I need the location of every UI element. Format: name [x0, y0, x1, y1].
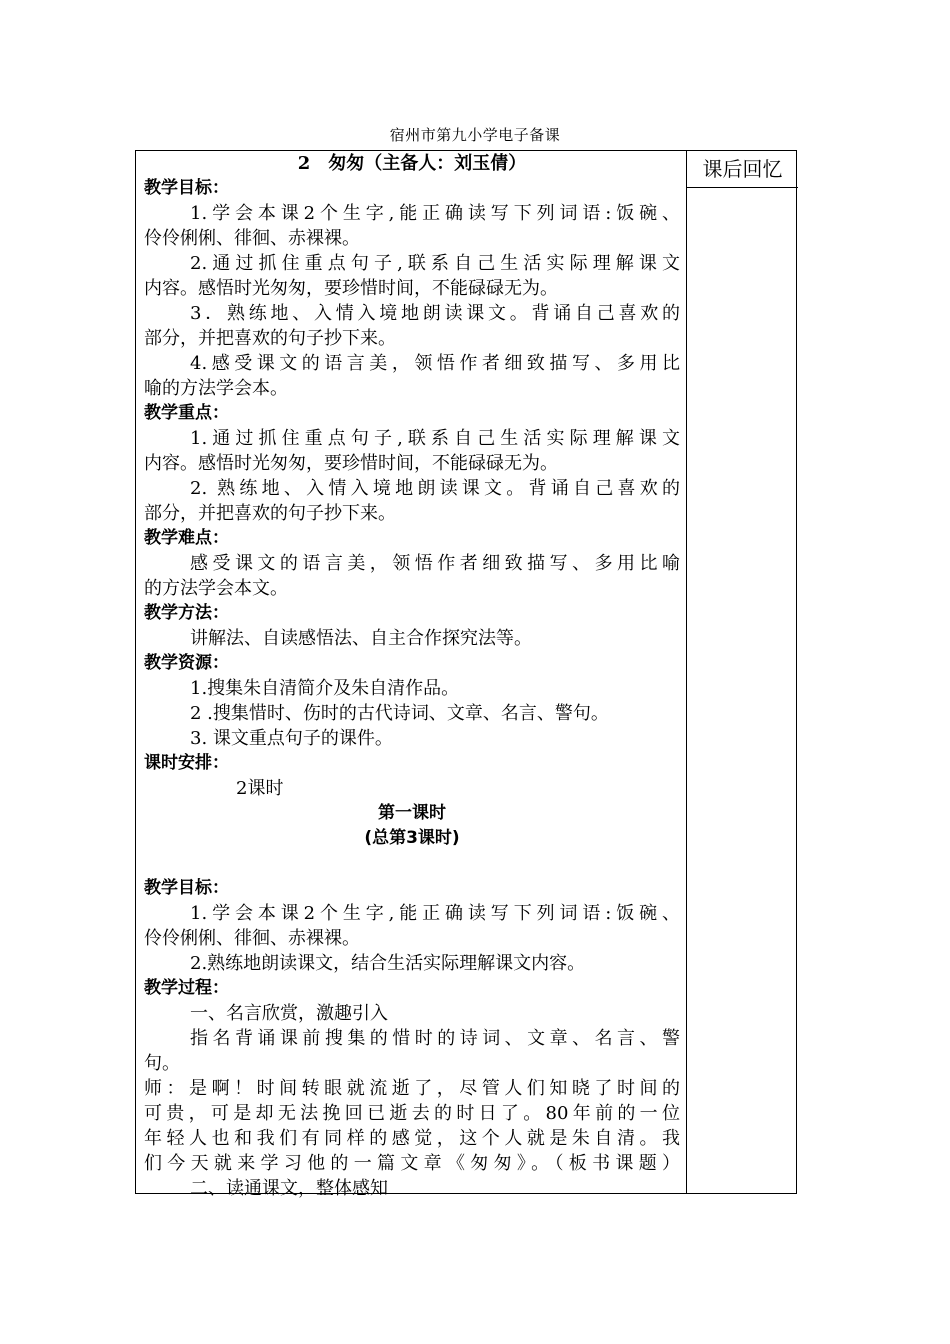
section-heading: 教学过程： [144, 978, 229, 998]
content-line: 指名背诵课前搜集的惜时的诗词、文章、名言、警 [190, 1028, 680, 1049]
content-line: 句。 [144, 1053, 180, 1074]
section-heading: 课时安排： [144, 753, 229, 773]
column-divider [686, 151, 687, 1193]
section-heading: 教学目标： [144, 878, 229, 898]
content-line: 感受课文的语言美，领悟作者细致描写、多用比喻 [190, 553, 680, 574]
section-heading: 教学难点： [144, 528, 229, 548]
lesson-plan-table [135, 150, 797, 1199]
lesson-title: 2 匆匆（主备人：刘玉倩） [297, 153, 527, 174]
side-column-title: 课后回忆 [702, 157, 783, 181]
side-header-divider [686, 187, 798, 188]
content-line: 部分，并把喜欢的句子抄下来。 [144, 328, 396, 349]
content-line: 可贵，可是却无法挽回已逝去的时日了。80年前的一位 [144, 1103, 680, 1124]
page-header: 宿州市第九小学电子备课 [389, 126, 561, 144]
content-line: 部分，并把喜欢的句子抄下来。 [144, 503, 396, 524]
content-line: (总第3课时) [364, 828, 460, 848]
content-line: 第一课时 [378, 803, 446, 823]
content-line: 讲解法、自读感悟法、自主合作探究法等。 [190, 628, 532, 649]
section-heading: 教学方法： [144, 603, 229, 623]
content-line: 1.学会本课2个生字,能正确读写下列词语:饭碗、 [190, 903, 680, 924]
content-line: 2课时 [236, 778, 284, 799]
content-line: 2. 熟练地、入情入境地朗读课文。背诵自己喜欢的 [190, 478, 680, 499]
section-heading: 教学资源： [144, 653, 229, 673]
content-line: 4.感受课文的语言美，领悟作者细致描写、多用比 [190, 353, 680, 374]
content-line: 们今天就来学习他的一篇文章《匆匆》。（板书课题） [144, 1153, 680, 1174]
content-line: 1.通过抓住重点句子,联系自己生活实际理解课文 [190, 428, 680, 449]
content-line: 2 .搜集惜时、伤时的古代诗词、文章、名言、警句。 [190, 703, 609, 724]
content-line: 3. 课文重点句子的课件。 [190, 728, 393, 749]
content-line: 2.通过抓住重点句子,联系自己生活实际理解课文 [190, 253, 680, 274]
lesson-content [144, 151, 680, 1201]
content-line: 3．熟练地、入情入境地朗读课文。背诵自己喜欢的 [190, 303, 680, 324]
content-line: 师：是啊！时间转眼就流逝了，尽管人们知晓了时间的 [144, 1078, 680, 1099]
content-line: 内容。感悟时光匆匆，要珍惜时间，不能碌碌无为。 [144, 453, 558, 474]
content-line [144, 851, 680, 876]
content-line: 二、读通课文，整体感知 [190, 1178, 388, 1199]
content-line: 喻的方法学会本。 [144, 378, 288, 399]
content-line: 2.熟练地朗读课文，结合生活实际理解课文内容。 [190, 953, 586, 974]
content-line: 的方法学会本文。 [144, 578, 288, 599]
content-line: 1.搜集朱自清简介及朱自清作品。 [190, 678, 460, 699]
content-line: 伶伶俐俐、徘徊、赤裸裸。 [144, 928, 360, 949]
section-heading: 教学目标： [144, 178, 229, 198]
content-line: 1.学会本课2个生字,能正确读写下列词语:饭碗、 [190, 203, 680, 224]
content-line: 年轻人也和我们有同样的感觉，这个人就是朱自清。我 [144, 1128, 680, 1149]
content-line: 内容。感悟时光匆匆，要珍惜时间，不能碌碌无为。 [144, 278, 558, 299]
section-heading: 教学重点： [144, 403, 229, 423]
content-line: 一、名言欣赏，激趣引入 [190, 1003, 388, 1024]
content-line: 伶伶俐俐、徘徊、赤裸裸。 [144, 228, 360, 249]
